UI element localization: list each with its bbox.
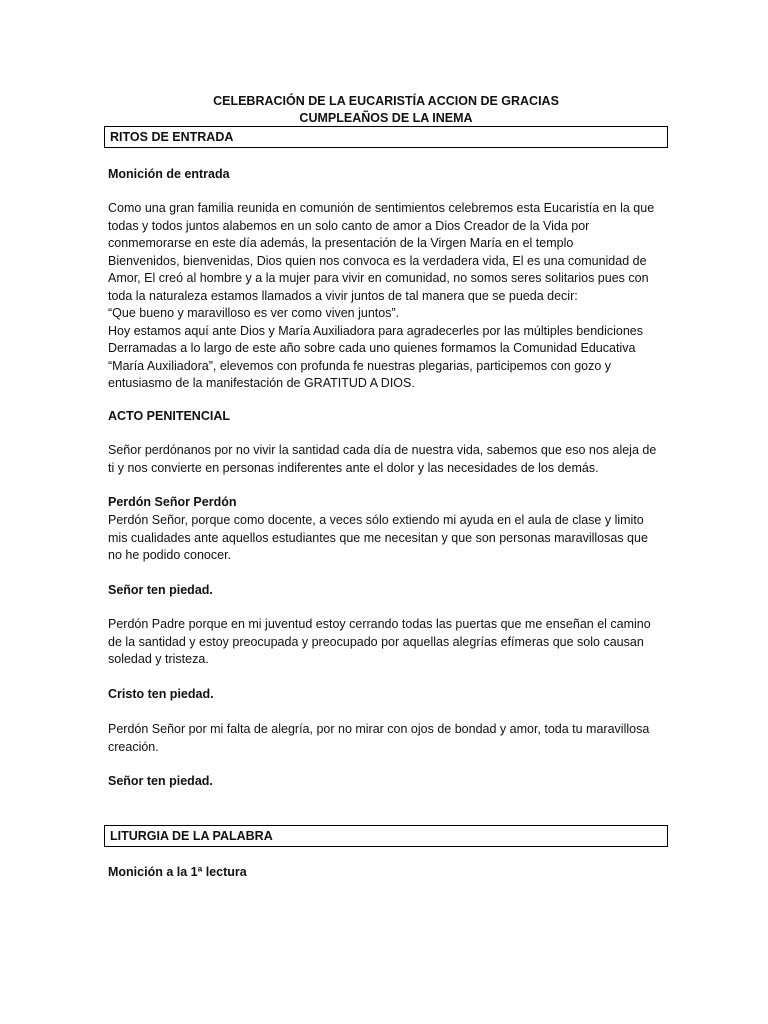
text-line: Perdón Padre porque en mi juventud estoy cerrando todas las puertas que me enseñan el camino [108, 617, 651, 631]
monicion-de-entrada-paragraph [108, 200, 664, 393]
section-header-liturgia-de-la-palabra: LITURGIA DE LA PALABRA [104, 825, 668, 847]
text-line: de la santidad y estoy preocupada y preocupado por aquellas alegrías efímeras que solo causan [108, 634, 644, 649]
text-line: toda la naturaleza estamos llamados a vivir juntos de tal manera que se pueda decir: [108, 288, 578, 303]
text-line: “María Auxiliadora”, elevemos con profunda fe nuestras plegarias, participemos con gozo y [108, 358, 612, 373]
section-header-ritos-de-entrada: RITOS DE ENTRADA [104, 126, 668, 148]
text-line: Derramadas a lo largo de este año sobre cada uno quienes formamos la Comunidad Educativa [108, 341, 636, 355]
monicion-de-entrada-heading: Monición de entrada [108, 167, 230, 181]
text-line: mis cualidades ante aquellos estudiantes que me necesitan y que son personas maravillosas que [108, 530, 648, 545]
text-line: todas y todos juntos alabemos en un solo canto de amor a Dios Creador de la Vida por [108, 218, 590, 233]
acto-penitencial-paragraph [108, 442, 664, 477]
text-line: ti y nos convierte en personas indiferentes ante el dolor y las necesidades de los demás. [108, 460, 599, 475]
monicion-primera-lectura-heading: Monición a la 1ª lectura [108, 865, 247, 879]
acto-penitencial-heading: ACTO PENITENCIAL [108, 409, 230, 423]
response-senor-ten-piedad-1: Señor ten piedad. [108, 583, 213, 597]
perdon-alegria-paragraph [108, 721, 664, 756]
document-title-line-1: CELEBRACIÓN DE LA EUCARISTÍA ACCION DE GRACIAS [213, 94, 559, 108]
text-line: Perdón Señor, porque como docente, a veces sólo extiendo mi ayuda en el aula de clase y limito [108, 513, 644, 527]
text-line: soledad y tristeza. [108, 652, 209, 666]
text-line: “Que bueno y maravilloso es ver como viven juntos”. [108, 306, 400, 320]
perdon-padre-paragraph [108, 616, 664, 669]
text-line: conmemorarse en este día además, la presentación de la Virgen María en el templo [108, 236, 574, 250]
text-line: Bienvenidos, bienvenidas, Dios quien nos convoca es la verdadera vida, El es una comunidad de [108, 253, 647, 268]
perdon-docente-paragraph [108, 512, 664, 565]
response-senor-ten-piedad-2: Señor ten piedad. [108, 774, 213, 788]
text-line: entusiasmo de la manifestación de GRATITUD A DIOS. [108, 376, 415, 390]
perdon-senor-perdon-heading: Perdón Señor Perdón [108, 495, 237, 509]
text-line: no he podido conocer. [108, 548, 232, 562]
document-title-line-2: CUMPLEAÑOS DE LA INEMA [299, 111, 473, 125]
text-line: creación. [108, 739, 159, 754]
text-line: Como una gran familia reunida en comunión de sentimientos celebremos esta Eucaristía en la que [108, 201, 655, 215]
text-line: Amor, El creó al hombre y a la mujer para vivir en comunidad, no somos seres solitarios pues con [108, 271, 649, 285]
text-line: Señor perdónanos por no vivir la santidad cada día de nuestra vida, sabemos que eso nos aleja de [108, 443, 657, 457]
text-line: Perdón Señor por mi falta de alegría, por no mirar con ojos de bondad y amor, toda tu maravillosa [108, 722, 650, 736]
response-cristo-ten-piedad: Cristo ten piedad. [108, 687, 214, 701]
text-line: Hoy estamos aquí ante Dios y María Auxiliadora para agradecerles por las múltiples bendiciones [108, 323, 644, 338]
